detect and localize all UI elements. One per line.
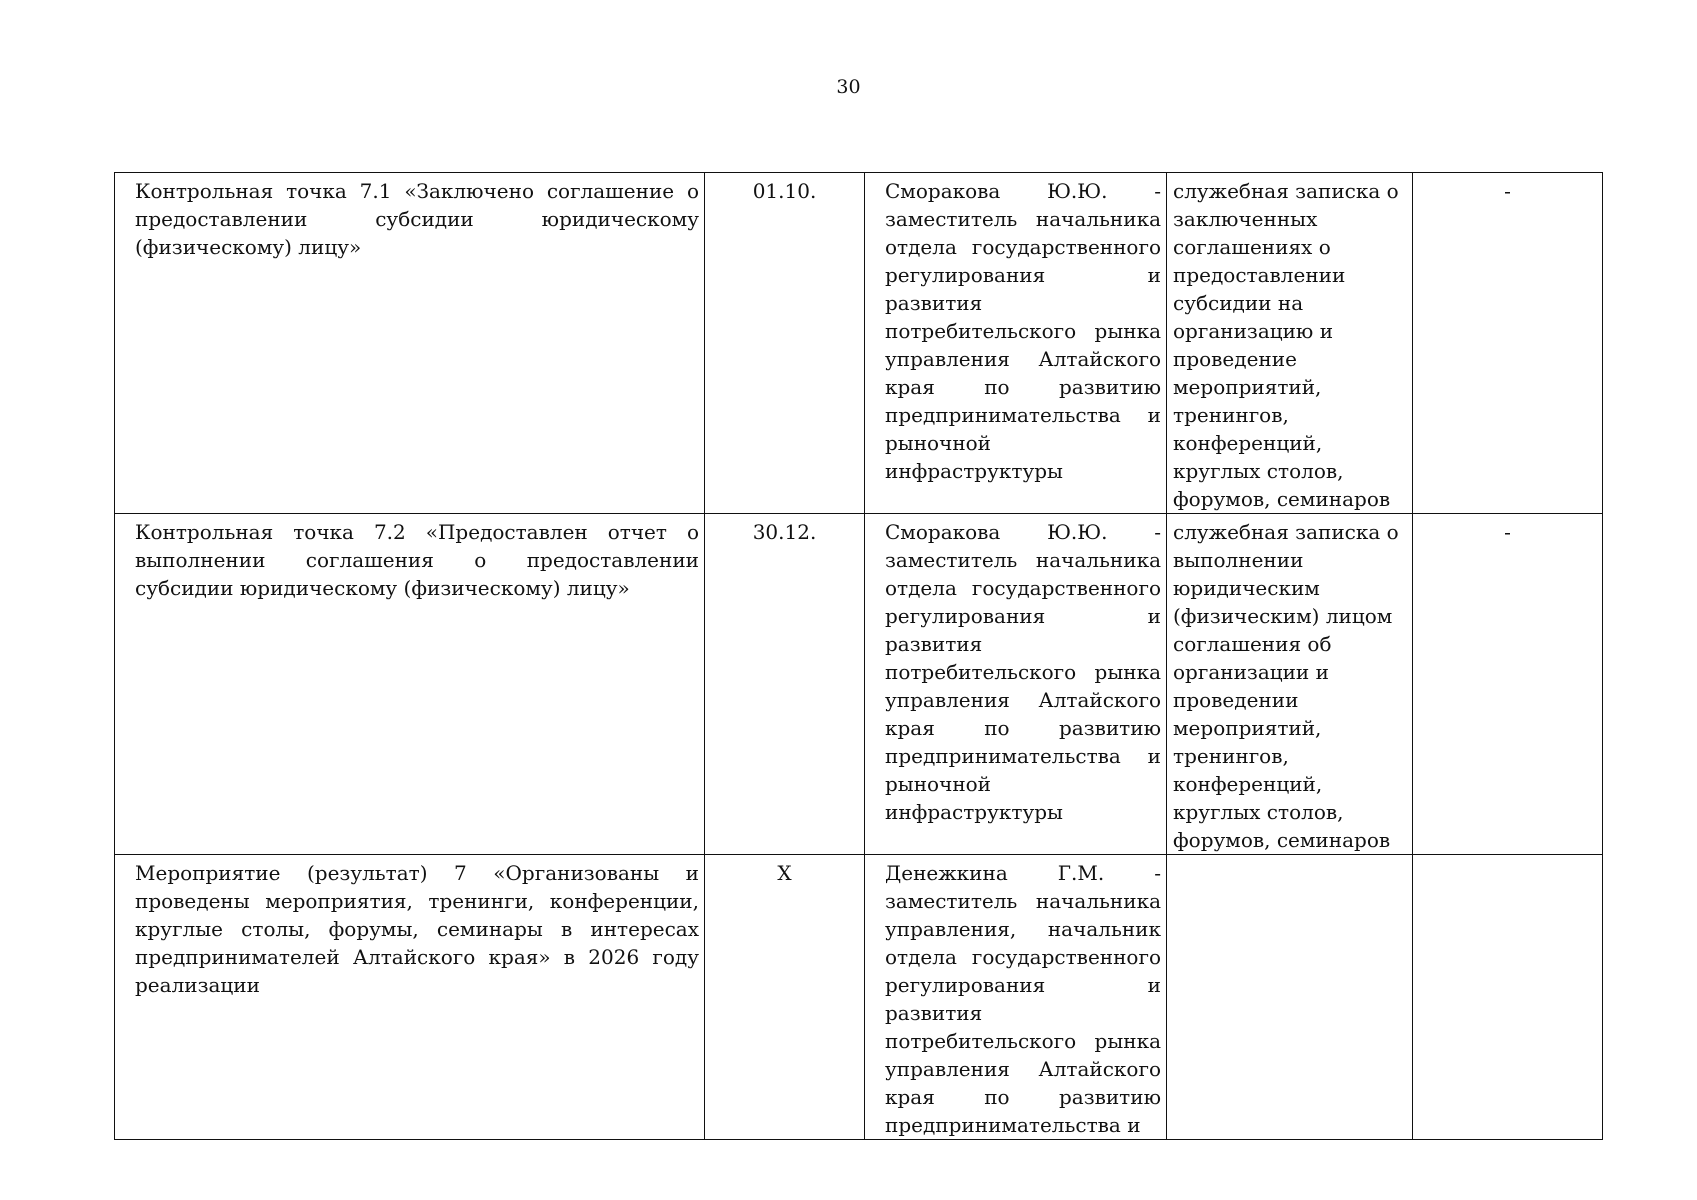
note-cell: - <box>1413 514 1603 855</box>
note-cell <box>1413 855 1603 1140</box>
table-row <box>115 855 1603 1140</box>
page-number: 30 <box>836 76 861 98</box>
document-cell: служебная записка о заключенных соглашениях о предоставлении субсидии на организацию и проведение мероприятий, тренингов, конференций, круглых столов, форумов, семинаров <box>1167 173 1413 514</box>
responsible-cell: Денежкина Г.М. - заместитель начальника управления, начальник отдела государственного регулирования и развития потребительского рынка управления Алтайского края по развитию предпринимательства и <box>865 855 1167 1140</box>
event-name-cell: Контрольная точка 7.2 «Предоставлен отчет о выполнении соглашения о предоставлении субсидии юридическому (физическому) лицу» <box>115 514 705 855</box>
table-row <box>115 514 1603 855</box>
date-cell: Х <box>705 855 865 1140</box>
event-name-cell: Контрольная точка 7.1 «Заключено соглашение о предоставлении субсидии юридическому (физическому) лицу» <box>115 173 705 514</box>
table-row <box>115 173 1603 514</box>
date-cell: 30.12. <box>705 514 865 855</box>
date-cell: 01.10. <box>705 173 865 514</box>
responsible-cell: Сморакова Ю.Ю. - заместитель начальника отдела государственного регулирования и развития потребительского рынка управления Алтайского края по развитию предпринимательства и рыночной инфраструктуры <box>865 514 1167 855</box>
event-name-cell: Мероприятие (результат) 7 «Организованы и проведены мероприятия, тренинги, конференции, круглые столы, форумы, семинары в интересах предпринимателей Алтайского края» в 2026 году реализации <box>115 855 705 1140</box>
responsible-cell: Сморакова Ю.Ю. - заместитель начальника отдела государственного регулирования и развития потребительского рынка управления Алтайского края по развитию предпринимательства и рыночной инфраструктуры <box>865 173 1167 514</box>
document-cell: служебная записка о выполнении юридическим (физическим) лицом соглашения об организации и проведении мероприятий, тренингов, конференций, круглых столов, форумов, семинаров <box>1167 514 1413 855</box>
note-cell: - <box>1413 173 1603 514</box>
plan-table <box>114 172 1603 1140</box>
document-cell <box>1167 855 1413 1140</box>
